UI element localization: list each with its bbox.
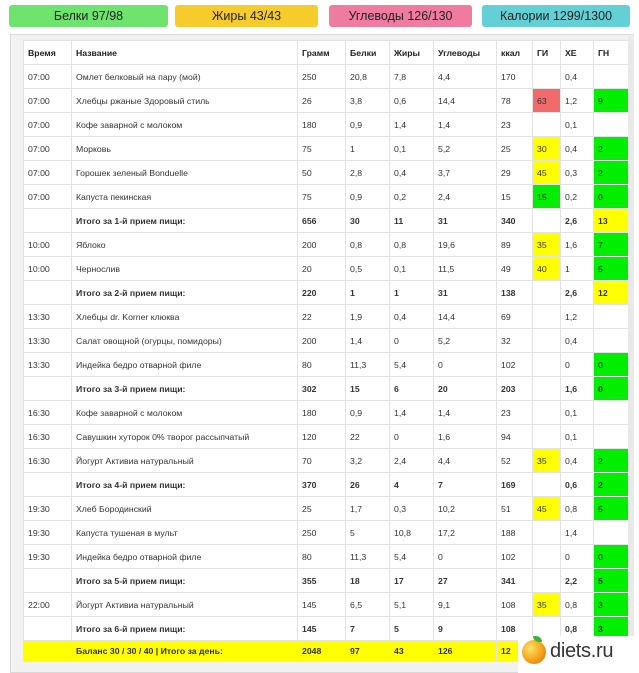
kcal-cell: 69	[497, 305, 533, 329]
grams-cell: 200	[298, 233, 346, 257]
header-grams: Грамм	[298, 41, 346, 65]
protein-cell: 3,8	[346, 89, 390, 113]
meal-total-row	[24, 281, 631, 305]
fat-cell: 1	[390, 281, 434, 305]
protein-cell: 11,3	[346, 353, 390, 377]
protein-cell: 1,7	[346, 497, 390, 521]
grams-cell: 355	[298, 569, 346, 593]
protein-cell: 1	[346, 281, 390, 305]
gi-cell	[533, 353, 561, 377]
meal-total-row	[24, 209, 631, 233]
name-cell: Яблоко	[72, 233, 298, 257]
fat-cell: 0,2	[390, 185, 434, 209]
carbs-cell: 14,4	[434, 89, 497, 113]
grams-cell: 250	[298, 65, 346, 89]
time-cell	[24, 569, 72, 593]
gn-cell: 5	[594, 497, 631, 521]
gn-cell: 3	[594, 617, 631, 641]
food-diary-table	[23, 40, 631, 662]
gn-cell	[594, 65, 631, 89]
name-cell: Хлебцы dr. Korner клюква	[72, 305, 298, 329]
kcal-cell: 188	[497, 521, 533, 545]
gi-cell	[533, 545, 561, 569]
time-cell: 07:00	[24, 113, 72, 137]
time-cell: 13:30	[24, 329, 72, 353]
gn-cell: 0	[594, 353, 631, 377]
carbs-cell: 2,4	[434, 185, 497, 209]
protein-cell: 7	[346, 617, 390, 641]
fat-cell: 5	[390, 617, 434, 641]
fat-cell: 0	[390, 425, 434, 449]
name-cell: Итого за 2-й прием пищи:	[72, 281, 298, 305]
time-cell: 07:00	[24, 161, 72, 185]
carbs-cell: 4,4	[434, 449, 497, 473]
time-cell: 07:00	[24, 65, 72, 89]
protein-cell: 30	[346, 209, 390, 233]
header-fat: Жиры	[390, 41, 434, 65]
gi-cell	[533, 329, 561, 353]
gi-cell: 35	[533, 593, 561, 617]
kcal-cell: 169	[497, 473, 533, 497]
gi-cell	[533, 569, 561, 593]
xe-cell: 1	[561, 257, 594, 281]
fat-cell: 43	[390, 641, 434, 662]
xe-cell: 0,4	[561, 65, 594, 89]
xe-cell: 1,4	[561, 521, 594, 545]
protein-cell: 97	[346, 641, 390, 662]
protein-cell: 26	[346, 473, 390, 497]
gi-cell	[533, 401, 561, 425]
fat-cell: 0,1	[390, 137, 434, 161]
kcal-cell: 94	[497, 425, 533, 449]
gn-cell: 12	[594, 281, 631, 305]
gn-cell	[594, 329, 631, 353]
kcal-cell: 32	[497, 329, 533, 353]
grams-cell: 2048	[298, 641, 346, 662]
gi-cell	[533, 281, 561, 305]
gn-cell: 5	[594, 569, 631, 593]
grams-cell: 370	[298, 473, 346, 497]
name-cell: Индейка бедро отварной филе	[72, 353, 298, 377]
gi-cell: 45	[533, 161, 561, 185]
fat-cell: 5,1	[390, 593, 434, 617]
gi-cell	[533, 113, 561, 137]
fat-cell: 2,4	[390, 449, 434, 473]
table-row	[24, 185, 631, 209]
grams-cell: 20	[298, 257, 346, 281]
time-cell	[24, 281, 72, 305]
time-cell: 16:30	[24, 425, 72, 449]
carbs-cell: 4,4	[434, 65, 497, 89]
gi-cell	[533, 65, 561, 89]
gn-cell: 2	[594, 161, 631, 185]
name-cell: Хлеб Бородинский	[72, 497, 298, 521]
grams-cell: 25	[298, 497, 346, 521]
carbs-cell: 0	[434, 545, 497, 569]
gn-cell: 2	[594, 449, 631, 473]
fat-cell: 4	[390, 473, 434, 497]
table-row	[24, 425, 631, 449]
carbs-cell: 5,2	[434, 329, 497, 353]
protein-summary: Белки 97/98	[9, 5, 168, 27]
name-cell: Итого за 6-й прием пищи:	[72, 617, 298, 641]
name-cell: Итого за 1-й прием пищи:	[72, 209, 298, 233]
xe-cell: 2,6	[561, 281, 594, 305]
time-cell: 10:00	[24, 257, 72, 281]
time-cell	[24, 641, 72, 662]
gi-cell: 45	[533, 497, 561, 521]
grams-cell: 22	[298, 305, 346, 329]
name-cell: Индейка бедро отварной филе	[72, 545, 298, 569]
kcal-cell: 341	[497, 569, 533, 593]
protein-cell: 15	[346, 377, 390, 401]
grams-cell: 250	[298, 521, 346, 545]
table-row	[24, 521, 631, 545]
protein-cell: 2,8	[346, 161, 390, 185]
fat-cell: 1,4	[390, 113, 434, 137]
header-xe: ХЕ	[561, 41, 594, 65]
protein-cell: 1,4	[346, 329, 390, 353]
xe-cell: 0,1	[561, 113, 594, 137]
gn-cell: 2	[594, 473, 631, 497]
xe-cell: 0,4	[561, 329, 594, 353]
meal-total-row	[24, 569, 631, 593]
name-cell: Морковь	[72, 137, 298, 161]
header-gn: ГН	[594, 41, 631, 65]
name-cell: Савушкин хуторок 0% творог рассыпчатый	[72, 425, 298, 449]
xe-cell: 0,8	[561, 497, 594, 521]
xe-cell: 0	[561, 545, 594, 569]
fat-cell: 5,4	[390, 353, 434, 377]
kcal-cell: 15	[497, 185, 533, 209]
name-cell: Омлет белковый на пару (мой)	[72, 65, 298, 89]
xe-cell: 2,2	[561, 569, 594, 593]
gn-cell: 13	[594, 209, 631, 233]
time-cell: 19:30	[24, 497, 72, 521]
kcal-cell: 52	[497, 449, 533, 473]
fat-cell: 5,4	[390, 545, 434, 569]
table-row	[24, 305, 631, 329]
time-cell	[24, 209, 72, 233]
gn-cell: 0	[594, 185, 631, 209]
fat-cell: 17	[390, 569, 434, 593]
table-row	[24, 545, 631, 569]
grams-cell: 302	[298, 377, 346, 401]
kcal-cell: 49	[497, 257, 533, 281]
fat-cell: 7,8	[390, 65, 434, 89]
fat-cell: 0,6	[390, 89, 434, 113]
xe-cell: 2,6	[561, 209, 594, 233]
header-carbs: Углеводы	[434, 41, 497, 65]
table-row	[24, 353, 631, 377]
grams-cell: 656	[298, 209, 346, 233]
carbs-cell: 5,2	[434, 137, 497, 161]
xe-cell: 0,3	[561, 161, 594, 185]
grams-cell: 50	[298, 161, 346, 185]
diets-logo[interactable]	[518, 636, 639, 673]
protein-cell: 0,9	[346, 185, 390, 209]
fat-cell: 0,4	[390, 161, 434, 185]
kcal-cell: 203	[497, 377, 533, 401]
time-cell: 13:30	[24, 353, 72, 377]
kcal-cell: 89	[497, 233, 533, 257]
table-row	[24, 89, 631, 113]
apple-icon	[522, 640, 546, 664]
grams-cell: 180	[298, 401, 346, 425]
kcal-cell: 102	[497, 545, 533, 569]
protein-cell: 0,5	[346, 257, 390, 281]
time-cell: 22:00	[24, 593, 72, 617]
gn-cell: 0	[594, 545, 631, 569]
gn-cell: 3	[594, 593, 631, 617]
xe-cell: 1,6	[561, 233, 594, 257]
grams-cell: 145	[298, 617, 346, 641]
carbs-cell: 9	[434, 617, 497, 641]
xe-cell: 1,2	[561, 89, 594, 113]
protein-cell: 20,8	[346, 65, 390, 89]
protein-cell: 1	[346, 137, 390, 161]
grams-cell: 75	[298, 137, 346, 161]
kcal-cell: 102	[497, 353, 533, 377]
name-cell: Йогурт Активиа натуральный	[72, 449, 298, 473]
grams-cell: 80	[298, 545, 346, 569]
gn-cell: 0	[594, 377, 631, 401]
time-cell: 16:30	[24, 449, 72, 473]
name-cell: Итого за 4-й прием пищи:	[72, 473, 298, 497]
table-row	[24, 449, 631, 473]
xe-cell: 0,8	[561, 593, 594, 617]
protein-cell: 3,2	[346, 449, 390, 473]
protein-cell: 1,9	[346, 305, 390, 329]
time-cell: 10:00	[24, 233, 72, 257]
kcal-cell: 108	[497, 593, 533, 617]
protein-cell: 22	[346, 425, 390, 449]
fat-cell: 11	[390, 209, 434, 233]
kcal-cell: 340	[497, 209, 533, 233]
grams-cell: 75	[298, 185, 346, 209]
fat-cell: 6	[390, 377, 434, 401]
name-cell: Капуста пекинская	[72, 185, 298, 209]
time-cell: 07:00	[24, 185, 72, 209]
carbs-cell: 14,4	[434, 305, 497, 329]
carbs-cell: 9,1	[434, 593, 497, 617]
grams-cell: 70	[298, 449, 346, 473]
summary-bar	[0, 0, 639, 32]
time-cell	[24, 617, 72, 641]
header-gi: ГИ	[533, 41, 561, 65]
grams-cell: 220	[298, 281, 346, 305]
kcal-cell: 138	[497, 281, 533, 305]
gi-cell	[533, 425, 561, 449]
xe-cell: 1,2	[561, 305, 594, 329]
kcal-cell: 51	[497, 497, 533, 521]
xe-cell: 0,4	[561, 449, 594, 473]
carbs-cell: 27	[434, 569, 497, 593]
carbs-cell: 3,7	[434, 161, 497, 185]
protein-cell: 5	[346, 521, 390, 545]
carbs-cell: 1,4	[434, 401, 497, 425]
protein-cell: 0,9	[346, 401, 390, 425]
fat-cell: 10,8	[390, 521, 434, 545]
table-row	[24, 233, 631, 257]
gi-cell: 35	[533, 449, 561, 473]
carbs-cell: 10,2	[434, 497, 497, 521]
carbs-summary: Углеводы 126/130	[329, 5, 472, 27]
fat-cell: 0,3	[390, 497, 434, 521]
gi-cell: 40	[533, 257, 561, 281]
fat-cell: 0	[390, 329, 434, 353]
xe-cell: 0,4	[561, 137, 594, 161]
time-cell: 07:00	[24, 137, 72, 161]
table-row	[24, 257, 631, 281]
gi-cell: 30	[533, 137, 561, 161]
gn-cell: 5	[594, 257, 631, 281]
carbs-cell: 7	[434, 473, 497, 497]
protein-cell: 6,5	[346, 593, 390, 617]
table-row	[24, 593, 631, 617]
gi-cell	[533, 377, 561, 401]
time-cell	[24, 473, 72, 497]
xe-cell: 0,6	[561, 473, 594, 497]
gn-cell	[594, 425, 631, 449]
time-cell: 13:30	[24, 305, 72, 329]
name-cell: Чернослив	[72, 257, 298, 281]
carbs-cell: 17,2	[434, 521, 497, 545]
fat-summary: Жиры 43/43	[175, 5, 318, 27]
grams-cell: 80	[298, 353, 346, 377]
gi-cell: 15	[533, 185, 561, 209]
carbs-cell: 1,4	[434, 113, 497, 137]
protein-cell: 18	[346, 569, 390, 593]
header-protein: Белки	[346, 41, 390, 65]
kcal-cell: 12	[497, 641, 533, 662]
xe-cell: 0,8	[561, 617, 594, 641]
name-cell: Хлебцы ржаные Здоровый стиль	[72, 89, 298, 113]
name-cell: Итого за 3-й прием пищи:	[72, 377, 298, 401]
gn-cell: 9	[594, 89, 631, 113]
gi-cell	[533, 305, 561, 329]
gi-cell: 63	[533, 89, 561, 113]
xe-cell: 1,6	[561, 377, 594, 401]
fat-cell: 0,1	[390, 257, 434, 281]
carbs-cell: 20	[434, 377, 497, 401]
header-kcal: ккал	[497, 41, 533, 65]
name-cell: Баланс 30 / 30 / 40 | Итого за день:	[72, 641, 298, 662]
fat-cell: 0,4	[390, 305, 434, 329]
gn-cell	[594, 305, 631, 329]
name-cell: Йогурт Активиа натуральный	[72, 593, 298, 617]
grams-cell: 200	[298, 329, 346, 353]
carbs-cell: 31	[434, 209, 497, 233]
fat-cell: 0,8	[390, 233, 434, 257]
time-cell: 19:30	[24, 521, 72, 545]
gn-cell	[594, 401, 631, 425]
kcal-cell: 29	[497, 161, 533, 185]
name-cell: Горошек зеленый Bonduelle	[72, 161, 298, 185]
carbs-cell: 0	[434, 353, 497, 377]
kcal-cell: 108	[497, 617, 533, 641]
gn-cell	[594, 113, 631, 137]
time-cell: 16:30	[24, 401, 72, 425]
kcal-cell: 23	[497, 113, 533, 137]
kcal-cell: 78	[497, 89, 533, 113]
name-cell: Капуста тушеная в мульт	[72, 521, 298, 545]
vertical-scrollbar[interactable]	[628, 36, 634, 673]
carbs-cell: 19,6	[434, 233, 497, 257]
gi-cell: 35	[533, 233, 561, 257]
fat-cell: 1,4	[390, 401, 434, 425]
protein-cell: 0,8	[346, 233, 390, 257]
gn-cell	[594, 521, 631, 545]
xe-cell: 0	[561, 353, 594, 377]
logo-text: diets.ru	[550, 640, 614, 662]
xe-cell: 0,2	[561, 185, 594, 209]
calories-summary: Калории 1299/1300	[482, 5, 630, 27]
grams-cell: 120	[298, 425, 346, 449]
name-cell: Кофе заварной с молоком	[72, 113, 298, 137]
table-row	[24, 161, 631, 185]
carbs-cell: 31	[434, 281, 497, 305]
kcal-cell: 25	[497, 137, 533, 161]
table-row	[24, 401, 631, 425]
gi-cell	[533, 209, 561, 233]
table-row	[24, 497, 631, 521]
carbs-cell: 1,6	[434, 425, 497, 449]
table-header-row	[24, 41, 631, 65]
gi-cell	[533, 521, 561, 545]
table-row	[24, 113, 631, 137]
kcal-cell: 170	[497, 65, 533, 89]
time-cell	[24, 377, 72, 401]
meal-total-row	[24, 473, 631, 497]
protein-cell: 11,3	[346, 545, 390, 569]
name-cell: Салат овощной (огурцы, помидоры)	[72, 329, 298, 353]
gn-cell: 7	[594, 233, 631, 257]
gn-cell: 2	[594, 137, 631, 161]
grams-cell: 145	[298, 593, 346, 617]
carbs-cell: 126	[434, 641, 497, 662]
name-cell: Кофе заварной с молоком	[72, 401, 298, 425]
protein-cell: 0,9	[346, 113, 390, 137]
xe-cell: 0,1	[561, 425, 594, 449]
meal-total-row	[24, 377, 631, 401]
kcal-cell: 23	[497, 401, 533, 425]
table-row	[24, 65, 631, 89]
gi-cell	[533, 473, 561, 497]
time-cell: 07:00	[24, 89, 72, 113]
time-cell: 19:30	[24, 545, 72, 569]
xe-cell: 0,1	[561, 401, 594, 425]
carbs-cell: 11,5	[434, 257, 497, 281]
header-time: Время	[24, 41, 72, 65]
grams-cell: 180	[298, 113, 346, 137]
table-row	[24, 329, 631, 353]
header-name: Название	[72, 41, 298, 65]
table-row	[24, 137, 631, 161]
grams-cell: 26	[298, 89, 346, 113]
name-cell: Итого за 5-й прием пищи:	[72, 569, 298, 593]
